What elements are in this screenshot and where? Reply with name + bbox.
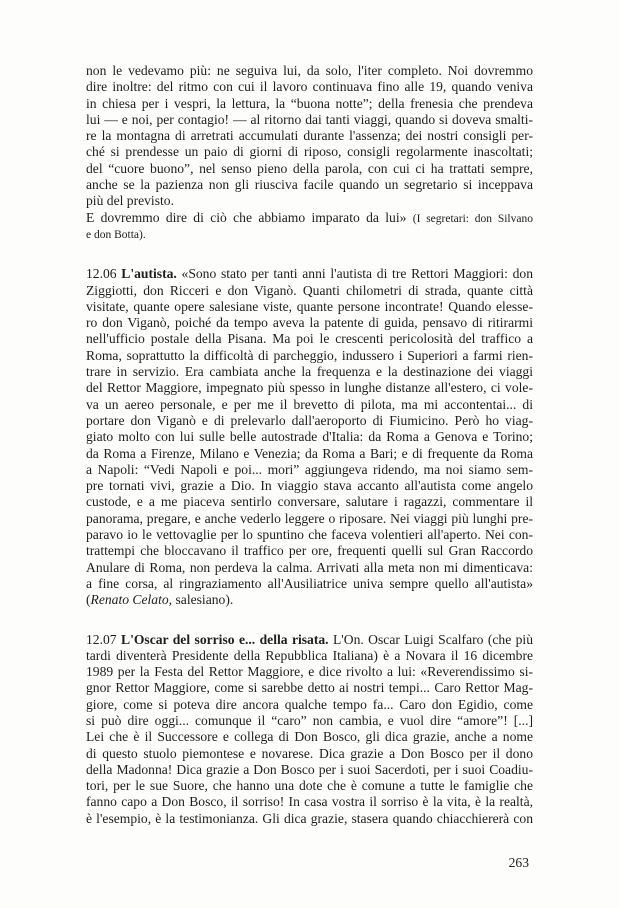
section-line: del Rettor Maggiore, impegnato più spesso in lunghe distanze all'estero, ci vole- xyxy=(86,380,533,396)
section-title: L'Oscar del sorriso e... della risata. xyxy=(121,631,329,647)
section-line: tori, per le sue Suore, che hanno una dote che è comune a tutte le famiglie che xyxy=(86,778,533,794)
intro-paragraph xyxy=(86,63,533,243)
intro-closing-line xyxy=(86,210,533,227)
intro-line: re la montagna di arretrati accumulati durante l'assenza; dei nostri consigli per- xyxy=(86,128,533,144)
section-line: giato molto con lui sulle belle autostrade d'Italia: da Roma a Genova e Torino; xyxy=(86,429,533,445)
section-number: 12.07 xyxy=(86,631,117,647)
section-title: L'autista. xyxy=(121,266,177,282)
section-line: si può dire oggi... comunque il “caro” non cambia, e vuol dire “amore”! [...] xyxy=(86,712,533,728)
section-line: giore, come si poteva dire ancora qualche tempo fa... Caro don Egidio, come xyxy=(86,696,533,712)
section-line: a fine corsa, al ringraziamento all'Ausiliatrice univa sempre quello all'autista» xyxy=(86,575,533,591)
section-line: Anulare di Roma, non perdeva la calma. Arrivati alla meta non mi dimenticava: xyxy=(86,559,533,575)
section-line: fanno capo a Don Bosco, il sorriso! In casa vostra il sorriso è la vita, è la realtà, xyxy=(86,794,533,810)
section-line: di questo stuolo piemontese e novarese. Dica grazie a Don Bosco per il dono xyxy=(86,745,533,761)
section-line: Lei che è il Successore e collega di Don Bosco, gli dica grazie, anche a nome xyxy=(86,729,533,745)
section-line: nell'ufficio postale della Pisana. Ma poi le crescenti pericolosità del traffico a xyxy=(86,331,533,347)
section-line: portare don Viganò e di prelevarlo dall'aeroporto di Fiumicino. Però ho viag- xyxy=(86,412,533,428)
section-autista xyxy=(86,266,533,608)
section-heading-line xyxy=(86,632,533,648)
section-heading-line xyxy=(86,266,533,282)
section-line: tardi diventerà Presidente della Repubblica Italiana) è a Novara il 16 dicembre xyxy=(86,647,533,663)
intro-line: anche se la pazienza non gli riusciva facile quando un segretario si inceppava xyxy=(86,177,533,193)
section-line: L'On. Oscar Luigi Scalfaro (che più xyxy=(333,631,534,647)
section-line: gnor Rettor Maggiore, come si sarebbe detto ai nostri tempi... Caro Rettor Mag- xyxy=(86,680,533,696)
section-number: 12.06 xyxy=(86,266,117,282)
section-line: Roma, soprattutto la difficoltà di parcheggio, indussero i Superiori a farmi rien- xyxy=(86,347,533,363)
intro-source: (I segretari: don Silvano xyxy=(412,212,533,225)
section-source: (Renato Celato, salesiano). xyxy=(86,592,234,608)
intro-closing: E dovremmo dire di ciò che abbiamo imparato da lui» xyxy=(86,209,407,225)
section-oscar xyxy=(86,632,533,828)
intro-line: in chiesa per i vespri, la lettura, la “buona notte”; della frenesia che prendeva xyxy=(86,95,533,111)
section-line: da Roma a Firenze, Milano e Venezia; da Roma a Bari; e di frequente da Roma xyxy=(86,445,533,461)
section-line: trare in servizio. Era cambiata anche la frequenza e la destinazione dei viaggi xyxy=(86,364,533,380)
section-line: trattempi che bloccavano il traffico per ore, frequenti quelli sul Gran Raccordo xyxy=(86,543,533,559)
intro-source-cont: e don Botta). xyxy=(86,228,146,241)
section-line: Ziggiotti, don Ricceri e don Viganò. Quanti chilometri di strada, quante città xyxy=(86,282,533,298)
intro-line: ché si prendesse un paio di giorni di riposo, consigli regolarmente inascoltati; xyxy=(86,144,533,160)
intro-line: non le vedevamo più: ne seguiva lui, da solo, l'iter completo. Noi dovremmo xyxy=(86,63,533,78)
source-role: salesiano). xyxy=(175,592,234,608)
source-name: Renato Celato, xyxy=(90,592,173,608)
section-line: panorama, pregare, e anche vederlo leggere o riposare. Nei viaggi più lunghi pre- xyxy=(86,510,533,526)
section-line: è l'esempio, è la testimonianza. Gli dica grazie, stasera quando chiacchiererà con xyxy=(86,810,533,826)
section-line: della Madonna! Dica grazie a Don Bosco per i suoi Sacerdoti, per i suoi Coadiu- xyxy=(86,761,533,777)
section-line: «Sono stato per tanti anni l'autista di tre Rettori Maggiori: don xyxy=(181,266,533,282)
section-line: 1989 per la Festa del Rettor Maggiore, e dice rivolto a lui: «Reverendissimo si- xyxy=(86,664,533,680)
page-number: 263 xyxy=(508,855,529,870)
intro-line: del “cuore buono”, nel senso pieno della parola, con cui ci ha trattati sempre, xyxy=(86,160,533,176)
intro-line: dire inoltre: del ritmo con cui il lavoro continuava fino alle 19, quando veniva xyxy=(86,79,533,95)
section-line: ro don Viganò, poiché da tempo aveva la patente di guida, pensavo di ritirarmi xyxy=(86,315,533,331)
section-line: custode, e a me piaceva sentirlo conversare, salutare i ragazzi, commentare il xyxy=(86,494,533,510)
section-line: va un aereo personale, e per me il brevetto di pilota, ma mi accontentai... di xyxy=(86,396,533,412)
section-line: paravo io le vettovaglie per lo spuntino che faceva volentieri all'aperto. Nei con- xyxy=(86,527,533,543)
intro-line: più del previsto. xyxy=(86,193,174,209)
section-line: pre tornati vivi, grazie a Dio. In viaggio stava accanto all'autista come angelo xyxy=(86,478,533,494)
intro-line: lui — e noi, per contagio! — al ritorno dai tanti viaggi, quando si doveva smalti- xyxy=(86,111,533,127)
section-line: a Napoli: “Vedi Napoli e poi... mori” aggiungeva ridendo, ma noi siamo sem- xyxy=(86,461,533,477)
section-line: visitate, quante opere salesiane viste, quante persone incontrate! Quando elesse- xyxy=(86,298,533,314)
